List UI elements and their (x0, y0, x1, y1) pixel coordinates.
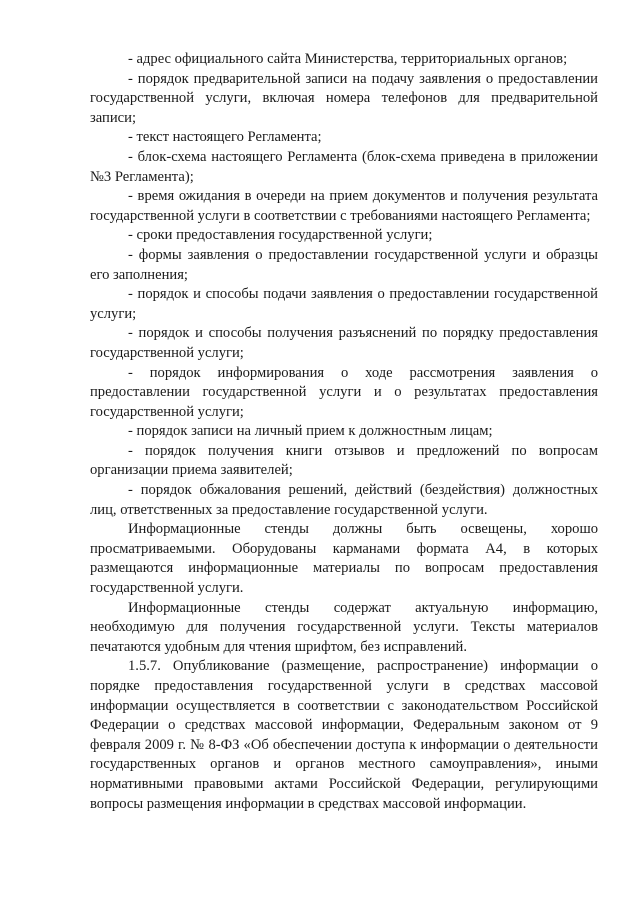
paragraph-info-stands-content: Информационные стенды содержат актуальную информацию, необходимую для получения государственной услуги. Тексты материалов печатаются удобным для чтения шрифтом, без исправлений. (90, 599, 598, 655)
paragraph-publication: 1.5.7. Опубликование (размещение, распространение) информации о порядке предоставления государственной услуги в средствах массовой информации осуществляется в соответствии с законодательством Российской Федерации о средствах массовой информации, Федеральным законом от 9 февраля 2009 г. № 8-ФЗ «Об обеспечении доступа к информации о деятельности государственных органов и органов местного самоуправления», иными нормативными правовыми актами Российской Федерации, регулирующими вопросы размещения информации в средствах массовой информации. (90, 658, 598, 812)
paragraph-waiting-time: - время ожидания в очереди на прием документов и получения результата государственной услуги в соответствии с требованиями настоящего Регламента; (90, 188, 598, 224)
paragraph-personal-reception: - порядок записи на личный прием к должностным лицам; (128, 423, 493, 440)
paragraph-service-terms: - сроки предоставления государственной услуги; (128, 227, 433, 244)
paragraph-preliminary-registration: - порядок предварительной записи на подачу заявления о предоставлении государственной услуги, включая номера телефонов для предварительной записи; (90, 70, 598, 126)
paragraph-clarifications: - порядок и способы получения разъяснений по порядку предоставления государственной услуги; (90, 325, 598, 361)
paragraph-flowchart: - блок-схема настоящего Регламента (блок-схема приведена в приложении №3 Регламента); (90, 148, 598, 185)
paragraph-submission-methods: - порядок и способы подачи заявления о предоставлении государственной услуги; (90, 286, 598, 322)
paragraph-info-stands-lighting: Информационные стенды должны быть освещены, хорошо просматриваемыми. Оборудованы карманами формата А4, в которых размещаются информационные материалы по вопросам предоставления государственной услуги. (90, 521, 598, 597)
document-page (90, 50, 598, 814)
paragraph-application-forms: - формы заявления о предоставлении государственной услуги и образцы его заполнения; (90, 246, 598, 283)
paragraph-feedback-book: - порядок получения книги отзывов и предложений по вопросам организации приема заявителей; (90, 442, 598, 479)
paragraph-website-address: - адрес официального сайта Министерства, территориальных органов; (128, 51, 568, 67)
paragraph-appeal-procedure: - порядок обжалования решений, действий (бездействия) должностных лиц, ответственных за предоставление государственной услуги. (90, 482, 598, 518)
paragraph-regulation-text: - текст настоящего Регламента; (128, 129, 322, 146)
paragraph-progress-info: - порядок информирования о ходе рассмотрения заявления о предоставлении государственной услуги и о результатах предоставления государственной услуги; (90, 364, 598, 420)
